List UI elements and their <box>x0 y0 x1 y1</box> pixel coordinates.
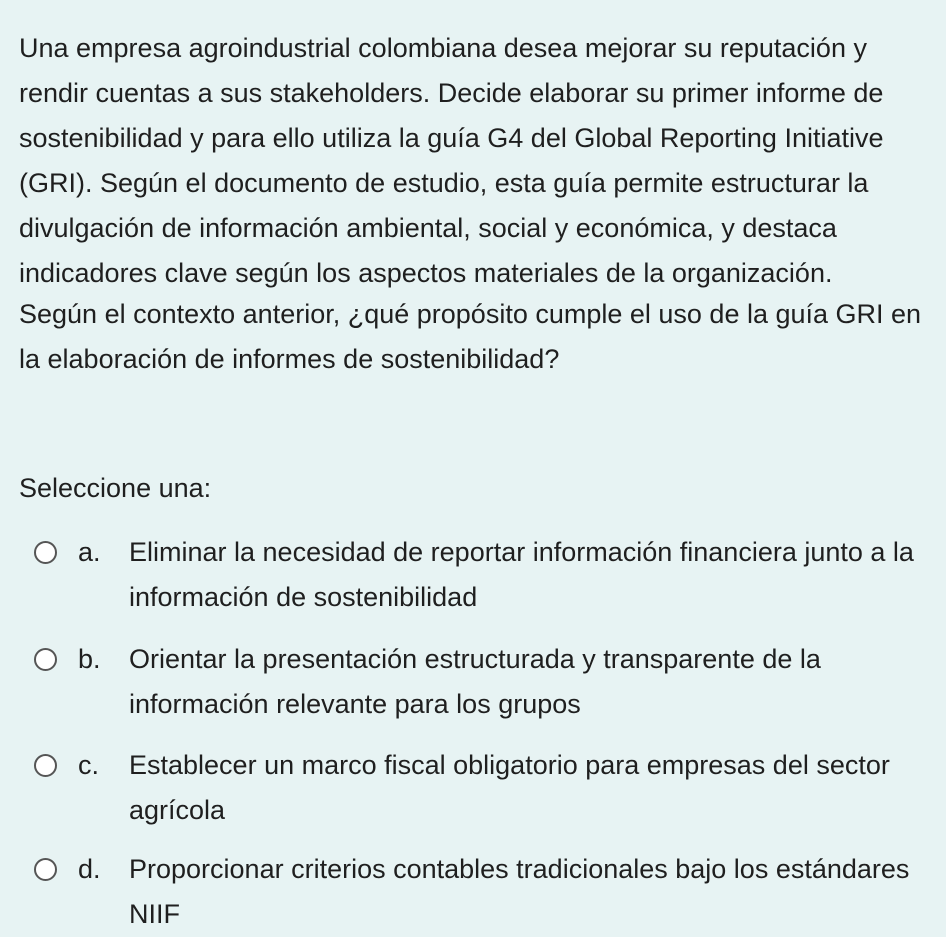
question-context: Una empresa agroindustrial colombiana desea mejorar su reputación y rendir cuentas a sus stakeholders. Decide elaborar su primer informe de sostenibilidad y para ello utiliza la guía G4 del Global Reporting Initiative (GRI). Según el documento de estudio, esta guía permite estructurar la divulgación de información ambiental, social y económica, y destaca indicadores clave según los aspectos materiales de la organización. <box>19 33 884 288</box>
radio-button-c[interactable] <box>34 754 57 777</box>
option-letter: a. <box>78 537 101 567</box>
option-b[interactable] <box>34 637 934 727</box>
option-text: Eliminar la necesidad de reportar información financiera junto a la información de sostenibilidad <box>129 537 914 612</box>
option-text: Proporcionar criterios contables tradicionales bajo los estándares NIIF <box>129 854 910 929</box>
option-a[interactable] <box>34 530 934 620</box>
radio-button-d[interactable] <box>34 858 57 881</box>
select-one-label: Seleccione una: <box>19 473 212 503</box>
question-prompt: Según el contexto anterior, ¿qué propósito cumple el uso de la guía GRI en la elaboración de informes de sostenibilidad? <box>19 299 922 374</box>
option-d[interactable] <box>34 847 934 937</box>
option-letter: c. <box>78 750 100 780</box>
option-letter: b. <box>78 644 101 674</box>
radio-button-b[interactable] <box>34 648 57 671</box>
option-text: Orientar la presentación estructurada y transparente de la información relevante para los grupos <box>129 644 821 719</box>
option-letter: d. <box>78 854 101 884</box>
radio-button-a[interactable] <box>34 541 57 564</box>
option-c[interactable] <box>34 743 934 833</box>
option-text: Establecer un marco fiscal obligatorio para empresas del sector agrícola <box>129 750 890 825</box>
